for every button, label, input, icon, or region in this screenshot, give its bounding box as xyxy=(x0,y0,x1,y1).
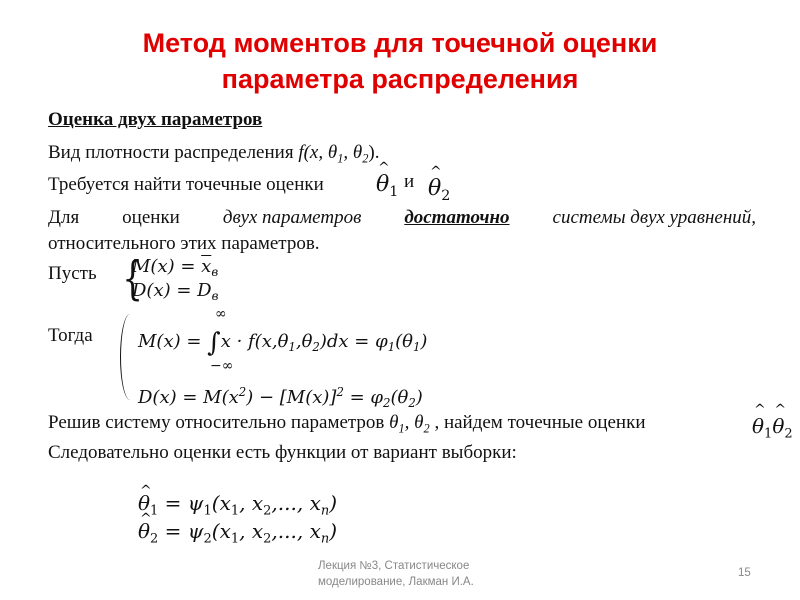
system1-eq2-sub: в xyxy=(211,289,219,304)
system2-eq2-e: ) xyxy=(415,387,423,409)
system2-eq2-a: D(x) = M(x xyxy=(138,387,239,409)
estimator-1-a2: 2 xyxy=(263,503,272,519)
solve-hat-theta-1: ^ θ xyxy=(752,414,764,438)
estimator-1-a1: 1 xyxy=(230,503,240,519)
para-w2: оценки xyxy=(122,207,180,228)
let-label: Пусть xyxy=(48,263,97,284)
estimator-2-theta: ^ θ xyxy=(138,518,150,544)
para-w4: достаточно xyxy=(404,207,510,228)
density-line xyxy=(48,141,379,170)
estimator-1-psi-sub: 1 xyxy=(203,503,212,519)
system2-eq2-sup1: 2 xyxy=(238,385,247,399)
system2-eq2-s1: 2 xyxy=(383,396,391,411)
estimator-1-theta: ^ θ xyxy=(138,490,150,516)
find-line xyxy=(48,173,324,197)
system2-eq1-s2: 2 xyxy=(312,340,320,355)
system2-eq2-s2: 2 xyxy=(408,396,416,411)
title-line-2: параметра распределения xyxy=(221,64,579,94)
solve-hat-sub1: 1 xyxy=(764,426,773,442)
integral-upper-limit: ∞ xyxy=(215,306,227,322)
system2-eq2 xyxy=(138,380,423,415)
subheading: Оценка двух параметров xyxy=(48,109,263,130)
system1-eq1-sub: в xyxy=(211,265,219,280)
theta-hat-2 xyxy=(428,176,450,204)
estimator-1-dots: ,..., x xyxy=(271,491,321,515)
density-args: (x, θ xyxy=(303,142,338,163)
solve-text-b: , найдем точечные оценки xyxy=(429,412,646,433)
integral-lower-limit: −∞ xyxy=(210,358,234,374)
solve-s2: 2 xyxy=(423,421,430,436)
system1-brace: { xyxy=(122,251,143,305)
solve-s1: 1 xyxy=(398,421,405,436)
system2-eq2-sup2: 2 xyxy=(336,385,344,399)
theta-hat-2-sub: 2 xyxy=(441,188,451,204)
footer-line-2: моделирование, Лакман И.А. xyxy=(318,576,474,588)
estimator-2-psi-sub: 2 xyxy=(203,531,212,547)
solve-theta1: θ xyxy=(389,412,399,433)
para-line-2: относительного этих параметров. xyxy=(48,233,320,254)
density-comma: , θ xyxy=(343,142,363,163)
estimator-2-sub: 2 xyxy=(150,531,159,547)
system2-eq1-s3: 1 xyxy=(387,340,396,355)
estimator-2-eq: = ψ xyxy=(158,519,204,543)
para-line-1 xyxy=(48,206,756,230)
system1-eq2-lhs: D(x) = D xyxy=(132,280,212,301)
density-f: f xyxy=(298,142,304,163)
system2-eq1-body: x · f(x,θ xyxy=(220,331,289,352)
theta-hat-1-sub: 1 xyxy=(389,184,399,200)
para-w1: Для xyxy=(48,207,80,228)
page-number: 15 xyxy=(738,567,751,579)
system1-eq1-lhs: M(x) = xyxy=(132,256,202,277)
estimator-2 xyxy=(138,518,337,553)
estimator-2-a1: 1 xyxy=(230,531,240,547)
system2-eq1-s4: 1 xyxy=(412,340,421,355)
para-w5: системы двух уравнений, xyxy=(552,207,756,228)
estimator-1-args: (x xyxy=(211,491,231,515)
system2-eq1-c1: ,θ xyxy=(295,331,313,352)
estimator-2-close: ) xyxy=(329,519,338,543)
system1-eq1-rhs: $\overline{x}$ xyxy=(201,256,212,277)
system2-eq2-c: = φ xyxy=(343,387,384,409)
density-close: ). xyxy=(368,142,380,163)
solve-hat-sub2: 2 xyxy=(784,426,793,442)
solve-hat-theta-2: ^ θ xyxy=(772,414,784,438)
find-text: Требуется найти точечные оценки xyxy=(48,174,324,195)
theta-hat-1-symbol: ^ θ xyxy=(376,172,389,197)
density-sub2: 2 xyxy=(362,151,369,166)
theta-hat-2-symbol: ^ θ xyxy=(428,176,441,201)
then-label: Тогда xyxy=(48,325,93,346)
estimator-1-an: n xyxy=(320,503,330,519)
estimator-1-sub: 1 xyxy=(150,503,159,519)
system2-eq1-lhs: M(x) = xyxy=(138,331,208,352)
estimator-1-c: , x xyxy=(239,491,264,515)
estimator-2-a2: 2 xyxy=(263,531,272,547)
integral-sign: ∫ xyxy=(207,328,221,358)
solve-hat-thetas xyxy=(752,414,793,442)
system2-eq1-tail: )dx = φ xyxy=(319,331,388,352)
system2-eq1-end: (θ xyxy=(395,331,413,352)
estimator-2-dots: ,..., x xyxy=(271,519,321,543)
footer-line-1: Лекция №3, Статистическое xyxy=(318,560,470,572)
system2-eq2-b: ) − [M(x)] xyxy=(246,387,337,409)
system2-brace xyxy=(120,314,131,400)
estimator-1-eq: = ψ xyxy=(158,491,204,515)
estimator-1-close: ) xyxy=(329,491,338,515)
system2-eq1-s1: 1 xyxy=(288,340,296,355)
title-line-1: Метод моментов для точечной оценки xyxy=(142,28,658,58)
theta-hat-1 xyxy=(376,172,398,200)
system1-eq2 xyxy=(132,280,218,307)
system2-eq1-close: ) xyxy=(420,331,428,352)
solve-text-a: Решив систему относительно параметров xyxy=(48,412,390,433)
estimator-2-an: n xyxy=(320,531,330,547)
para-w3: двух параметров xyxy=(222,207,362,228)
conclusion: Следовательно оценки есть функции от вариант выборки: xyxy=(48,442,517,463)
solve-comma: , θ xyxy=(404,412,424,433)
estimator-2-c: , x xyxy=(239,519,264,543)
density-sub1: 1 xyxy=(337,151,344,166)
system2-eq1 xyxy=(138,330,427,359)
system2-eq2-d: (θ xyxy=(390,387,409,409)
estimator-2-args: (x xyxy=(211,519,231,543)
solve-line xyxy=(48,411,646,440)
find-and: и xyxy=(404,171,415,192)
density-text: Вид плотности распределения xyxy=(48,142,299,163)
